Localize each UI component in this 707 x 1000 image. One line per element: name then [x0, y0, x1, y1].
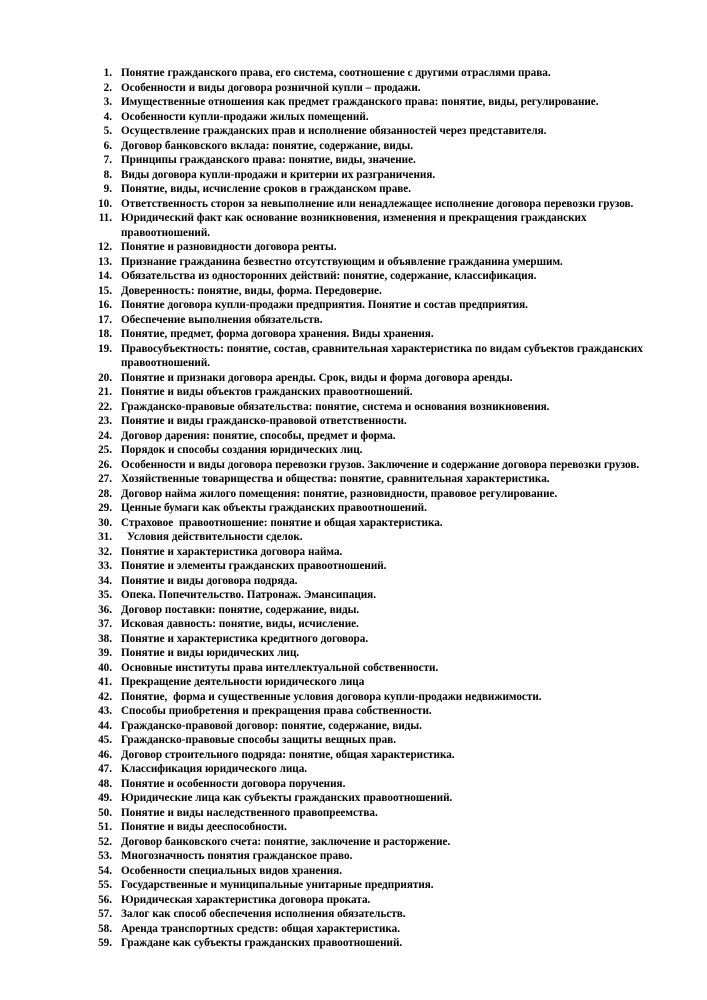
question-item: [0, 458, 647, 473]
question-text: Понятие и виды гражданско-правовой ответственности.: [121, 415, 407, 427]
question-text: Понятие и характеристика договора найма.: [121, 545, 343, 558]
question-text: Понятие и элементы гражданских правоотношений.: [121, 560, 387, 572]
question-number: 20.: [98, 371, 112, 384]
question-text: Гражданско-правовые способы защиты вещных прав.: [121, 734, 396, 746]
question-item: [0, 530, 647, 545]
question-text: Ценные бумаги как объекты гражданских правоотношений.: [121, 502, 427, 514]
question-number: 14.: [98, 270, 112, 282]
question-item: [0, 936, 647, 951]
question-item: [0, 139, 647, 154]
question-number: 45.: [98, 734, 112, 746]
question-item: [0, 893, 647, 908]
question-item: [0, 762, 647, 777]
question-item: [0, 313, 647, 328]
question-text: Юридическая характеристика договора проката.: [121, 893, 371, 906]
question-item: [0, 806, 647, 821]
question-number: 35.: [98, 589, 112, 601]
question-number: 17.: [98, 313, 112, 326]
question-text: Понятие и признаки договора аренды. Срок, виды и форма договора аренды.: [121, 371, 513, 384]
question-text: Многозначность понятия гражданское право.: [121, 850, 353, 862]
question-item: [0, 255, 647, 270]
question-text: Юридический факт как основание возникновения, изменения и прекращения гражданских правоотношений.: [121, 212, 590, 239]
question-item: [0, 675, 647, 690]
question-text: Договор дарения: понятие, способы, предмет и форма.: [121, 429, 396, 442]
question-text: Ответственность сторон за невыполнение или ненадлежащее исполнение договора перевозки грузов.: [121, 197, 634, 210]
question-number: 26.: [98, 458, 112, 471]
question-text: Особенности купли-продажи жилых помещений.: [121, 110, 369, 123]
question-number: 43.: [98, 705, 112, 717]
question-number: 54.: [98, 864, 112, 877]
question-number: 59.: [98, 937, 112, 949]
question-item: [0, 66, 647, 81]
question-number: 29.: [98, 502, 112, 514]
question-text: Понятие, виды, исчисление сроков в гражданском праве.: [121, 183, 412, 195]
question-item: [0, 327, 647, 342]
question-number: 52.: [98, 835, 112, 848]
question-item: [0, 922, 647, 937]
question-number: 23.: [98, 415, 112, 427]
question-item: [0, 559, 647, 574]
question-text: Понятие, форма и существенные условия договора купли-продажи недвижимости.: [121, 690, 542, 703]
question-number: 7.: [103, 154, 112, 166]
question-item: [0, 690, 647, 705]
question-item: [0, 864, 647, 879]
question-text: Основные институты права интеллектуальной собственности.: [121, 661, 439, 674]
question-item: [0, 820, 647, 835]
question-number: 5.: [103, 125, 112, 137]
question-text: Понятие договора купли-продажи предприятия. Понятие и состав предприятия.: [121, 299, 528, 311]
question-number: 34.: [98, 574, 112, 587]
question-number: 42.: [98, 690, 112, 703]
question-number: 56.: [98, 893, 112, 906]
question-item: [0, 443, 647, 458]
question-text: Гражданско-правовые обязательства: понятие, система и основания возникновения.: [121, 400, 550, 413]
question-text: Опека. Попечительство. Патронаж. Эмансипация.: [121, 589, 376, 601]
question-number: 4.: [103, 110, 112, 123]
question-text: Обязательства из односторонних действий: понятие, содержание, классификация.: [121, 270, 537, 282]
question-text: Аренда транспортных средств: общая характеристика.: [121, 922, 400, 935]
question-text: Хозяйственные товарищества и общества: понятие, сравнительная характеристика.: [121, 473, 550, 485]
question-text: Особенности и виды договора перевозки грузов. Заключение и содержание договора перевозки грузов.: [121, 458, 640, 471]
question-item: [0, 501, 647, 516]
question-number: 48.: [98, 777, 112, 790]
question-number: 33.: [98, 560, 112, 572]
question-item: [0, 704, 647, 719]
question-item: [0, 632, 647, 647]
question-number: 58.: [98, 922, 112, 935]
question-text: Виды договора купли-продажи и критерии их разграничения.: [121, 168, 436, 181]
question-text: Договор найма жилого помещения: понятие, разновидности, правовое регулирование.: [121, 487, 558, 500]
question-text: Договор банковского счета: понятие, заключение и расторжение.: [121, 835, 451, 848]
question-item: [0, 168, 647, 183]
question-item: [0, 197, 647, 212]
question-text: Граждане как субъекты гражданских правоотношений.: [121, 937, 403, 949]
question-number: 55.: [98, 879, 112, 891]
question-number: 36.: [98, 603, 112, 616]
question-number: 28.: [98, 487, 112, 500]
question-text: Понятие и разновидности договора ренты.: [121, 241, 337, 253]
question-text: Исковая давность: понятие, виды, исчисление.: [121, 618, 359, 630]
question-number: 37.: [98, 618, 112, 630]
question-number: 10.: [98, 197, 112, 210]
question-number: 30.: [98, 516, 112, 529]
question-item: [0, 153, 647, 168]
question-item: [0, 182, 647, 197]
question-number: 53.: [98, 850, 112, 862]
question-text: Прекращение деятельности юридического лица: [121, 676, 365, 688]
question-text: Способы приобретения и прекращения права собственности.: [121, 705, 432, 717]
question-item: [0, 777, 647, 792]
question-item: [0, 574, 647, 589]
question-item: [0, 240, 647, 255]
question-number: 11.: [98, 212, 112, 224]
question-number: 47.: [98, 763, 112, 775]
question-text: Залог как способ обеспечения исполнения обязательств.: [121, 908, 406, 920]
question-number: 40.: [98, 661, 112, 674]
question-item: [0, 487, 647, 502]
question-item: [0, 269, 647, 284]
question-item: [0, 110, 647, 125]
question-item: [0, 298, 647, 313]
question-item: [0, 588, 647, 603]
question-item: [0, 835, 647, 850]
question-number: 16.: [98, 299, 112, 311]
question-text: Понятие и виды наследственного правопреемства.: [121, 806, 378, 819]
question-number: 12.: [98, 241, 112, 253]
question-text: Понятие и характеристика кредитного договора.: [121, 632, 369, 645]
question-number: 39.: [98, 647, 112, 659]
question-text: Признание гражданина безвестно отсутствующим и объявление гражданина умершим.: [121, 255, 563, 268]
question-text: Обеспечение выполнения обязательств.: [121, 313, 323, 326]
question-number: 44.: [98, 719, 112, 732]
question-number: 18.: [98, 328, 112, 340]
question-item: [0, 371, 647, 386]
question-item: [0, 385, 647, 400]
question-text: Правосубъектность: понятие, состав, сравнительная характеристика по видам субъектов гражданских правоотношений.: [121, 342, 646, 369]
question-number: 8.: [103, 168, 112, 181]
question-text: Классификация юридического лица.: [121, 763, 308, 775]
question-text: Понятие и виды дееспособности.: [121, 821, 287, 833]
question-number: 19.: [98, 342, 112, 355]
question-number: 2.: [103, 81, 112, 94]
question-item: [0, 719, 647, 734]
question-number: 25.: [98, 444, 112, 456]
question-item: [0, 284, 647, 299]
question-text: Страховое правоотношение: понятие и общая характеристика.: [121, 516, 443, 529]
question-text: Гражданско-правовой договор: понятие, содержание, виды.: [121, 719, 422, 732]
question-text: Договор банковского вклада: понятие, содержание, виды.: [121, 139, 413, 152]
question-item: [0, 414, 647, 429]
question-text: Особенности и виды договора розничной купли – продажи.: [121, 81, 421, 94]
question-item: [0, 907, 647, 922]
question-number: 41.: [98, 676, 112, 688]
question-number: 32.: [98, 545, 112, 558]
question-number: 13.: [98, 255, 112, 268]
question-text: Условия действительности сделок.: [127, 531, 303, 543]
question-item: [0, 545, 647, 560]
question-item: [0, 400, 647, 415]
question-number: 3.: [103, 96, 112, 108]
question-item: [0, 472, 647, 487]
question-text: Договор строительного подряда: понятие, общая характеристика.: [121, 748, 455, 761]
question-number: 46.: [98, 748, 112, 761]
question-item: [0, 791, 647, 806]
question-item: [0, 516, 647, 531]
question-item: [0, 748, 647, 763]
question-text: Понятие и виды юридических лиц.: [121, 647, 300, 659]
question-number: 1.: [103, 67, 112, 79]
question-number: 31.: [98, 531, 112, 543]
question-text: Доверенность: понятие, виды, форма. Передоверие.: [121, 284, 382, 297]
question-item: [0, 878, 647, 893]
question-number: 22.: [98, 400, 112, 413]
question-text: Имущественные отношения как предмет гражданского права: понятие, виды, регулирование.: [121, 96, 599, 108]
question-item: [0, 429, 647, 444]
question-item: [0, 617, 647, 632]
question-number: 15.: [98, 284, 112, 297]
question-number: 51.: [98, 821, 112, 833]
question-number: 57.: [98, 908, 112, 920]
question-number: 50.: [98, 806, 112, 819]
question-number: 21.: [98, 386, 112, 398]
document-body: [0, 66, 707, 951]
question-text: Понятие и виды договора подряда.: [121, 574, 298, 587]
question-item: [0, 661, 647, 676]
question-text: Юридические лица как субъекты гражданских правоотношений.: [121, 792, 453, 804]
question-item: [0, 849, 647, 864]
question-text: Особенности специальных видов хранения.: [121, 864, 342, 877]
question-number: 9.: [103, 183, 112, 195]
question-item: [0, 342, 647, 371]
question-number: 49.: [98, 792, 112, 804]
question-item: [0, 81, 647, 96]
question-item: [0, 603, 647, 618]
question-number: 38.: [98, 632, 112, 645]
question-text: Договор поставки: понятие, содержание, виды.: [121, 603, 360, 616]
question-number: 27.: [98, 473, 112, 485]
question-item: [0, 733, 647, 748]
question-item: [0, 646, 647, 661]
question-number: 24.: [98, 429, 112, 442]
question-item: [0, 124, 647, 139]
question-item: [0, 95, 647, 110]
question-list: [0, 66, 707, 951]
question-text: Понятие и особенности договора поручения.: [121, 777, 346, 790]
question-item: [0, 211, 647, 240]
question-text: Осуществление гражданских прав и исполнение обязанностей через представителя.: [121, 125, 547, 137]
question-text: Понятие и виды объектов гражданских правоотношений.: [121, 386, 413, 398]
question-text: Понятие гражданского права, его система, соотношение с другими отраслями права.: [121, 67, 551, 79]
question-text: Порядок и способы создания юридических лиц.: [121, 444, 363, 456]
question-text: Государственные и муниципальные унитарные предприятия.: [121, 879, 434, 891]
question-text: Принципы гражданского права: понятие, виды, значение.: [121, 154, 416, 166]
question-text: Понятие, предмет, форма договора хранения. Виды хранения.: [121, 328, 434, 340]
question-number: 6.: [103, 139, 112, 152]
